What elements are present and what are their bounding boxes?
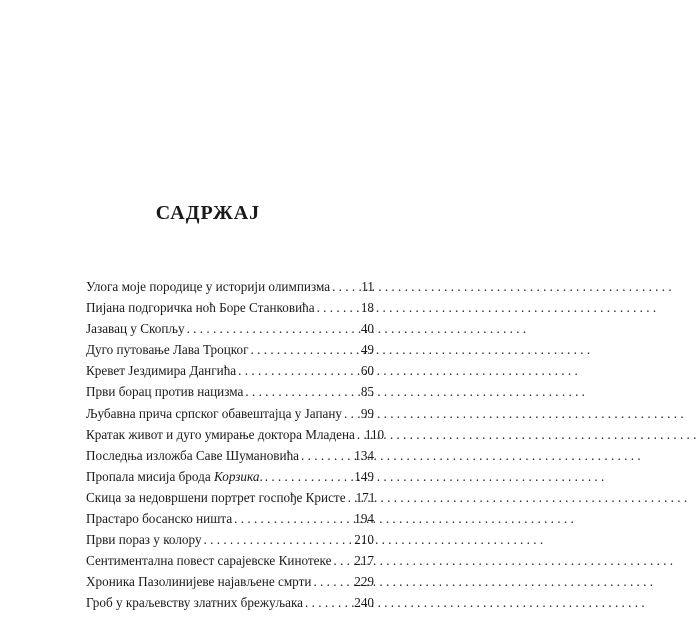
toc-entry[interactable] [86, 487, 374, 508]
toc-entry-page: 60 [360, 363, 374, 379]
toc-entry-title: Кратак живот и дуго умирање доктора Младена [86, 426, 355, 442]
toc-entry-title: Љубавна прича српског обавештајца у Јапану [86, 405, 343, 421]
dot-leader [348, 487, 354, 508]
toc-entry[interactable] [86, 424, 385, 445]
dot-leader [305, 592, 352, 613]
dot-leader [357, 424, 363, 445]
toc-entry[interactable] [86, 381, 374, 402]
dot-leader [265, 466, 352, 487]
toc-entry[interactable] [86, 571, 374, 592]
toc-entry[interactable] [86, 529, 374, 550]
toc-entry[interactable] [86, 297, 374, 318]
dot-leader [234, 508, 352, 529]
dot-leader [333, 550, 352, 571]
toc-entry[interactable] [86, 592, 374, 613]
toc-entry-page: 49 [360, 342, 374, 358]
toc-entry-page: 210 [354, 532, 374, 548]
toc-entry-title: Улога моје породице у историји олимпизма [86, 279, 331, 294]
toc-entry[interactable] [86, 508, 374, 529]
dot-leader [317, 297, 359, 318]
toc-entry-page: 229 [354, 574, 374, 590]
table-of-contents [86, 276, 385, 614]
toc-entry-page: 171 [355, 489, 376, 505]
toc-entry[interactable] [86, 360, 374, 381]
dot-leader [344, 403, 359, 424]
toc-entry-title: Хроника Пазолинијеве најављене смрти [86, 574, 312, 590]
toc-entry[interactable] [86, 445, 374, 466]
toc-entry-page: 240 [354, 595, 374, 611]
toc-entry-page: 149 [354, 468, 374, 484]
toc-entry[interactable] [86, 339, 374, 360]
toc-entry[interactable] [86, 276, 374, 297]
dot-leader [204, 529, 353, 550]
dot-leader [238, 360, 359, 381]
toc-entry-title: Први пораз у колору [86, 532, 202, 548]
dot-leader [251, 339, 359, 360]
toc-entry-title: Сентиментална повест сарајевске Кинотеке [86, 553, 332, 569]
ship-name: Корзика [213, 468, 260, 484]
toc-entry-title: Кревет Јездимира Дангића [86, 363, 237, 379]
toc-entry-title [86, 466, 263, 487]
toc-entry-page: 18 [360, 300, 374, 316]
dot-leader [301, 445, 352, 466]
toc-entry-title: Дуго путовање Лава Троцког [86, 342, 249, 358]
toc-entry-title: Први борац против нацизма [86, 384, 244, 400]
toc-entry-page: 99 [360, 405, 374, 421]
toc-entry-title: Пијана подгоричка ноћ Боре Станковића [86, 300, 315, 316]
toc-entry-page: 11 [361, 279, 374, 294]
dot-leader [187, 318, 359, 339]
toc-entry[interactable] [86, 318, 374, 339]
toc-entry-page: 110 [364, 426, 385, 442]
toc-entry-page: 217 [354, 553, 374, 569]
dot-leader [332, 276, 359, 297]
toc-entry-title: Скица за недовршени портрет госпође Кристе [86, 489, 346, 505]
dot-leader [313, 571, 352, 592]
toc-entry-page: 85 [360, 384, 374, 400]
toc-entry-page: 194 [354, 511, 374, 527]
toc-title: САДРЖАЈ [155, 202, 261, 224]
toc-entry-page: 40 [360, 321, 374, 337]
toc-entry-title: Последња изложба Саве Шумановића [86, 447, 300, 463]
toc-entry-page: 134 [354, 447, 374, 463]
toc-entry-title: Јазавац у Скопљу [86, 321, 185, 337]
toc-entry[interactable] [86, 550, 374, 571]
toc-entry-title-end: . [259, 468, 263, 484]
toc-entry-title: Гроб у краљевству златних брежуљака [86, 595, 304, 611]
toc-entry-title: Прастаро босанско ништа [86, 511, 233, 527]
toc-entry-title-start: Пропала мисија брода [86, 468, 214, 484]
toc-entry[interactable] [86, 403, 374, 424]
toc-entry[interactable] [86, 466, 374, 487]
dot-leader [245, 381, 358, 402]
